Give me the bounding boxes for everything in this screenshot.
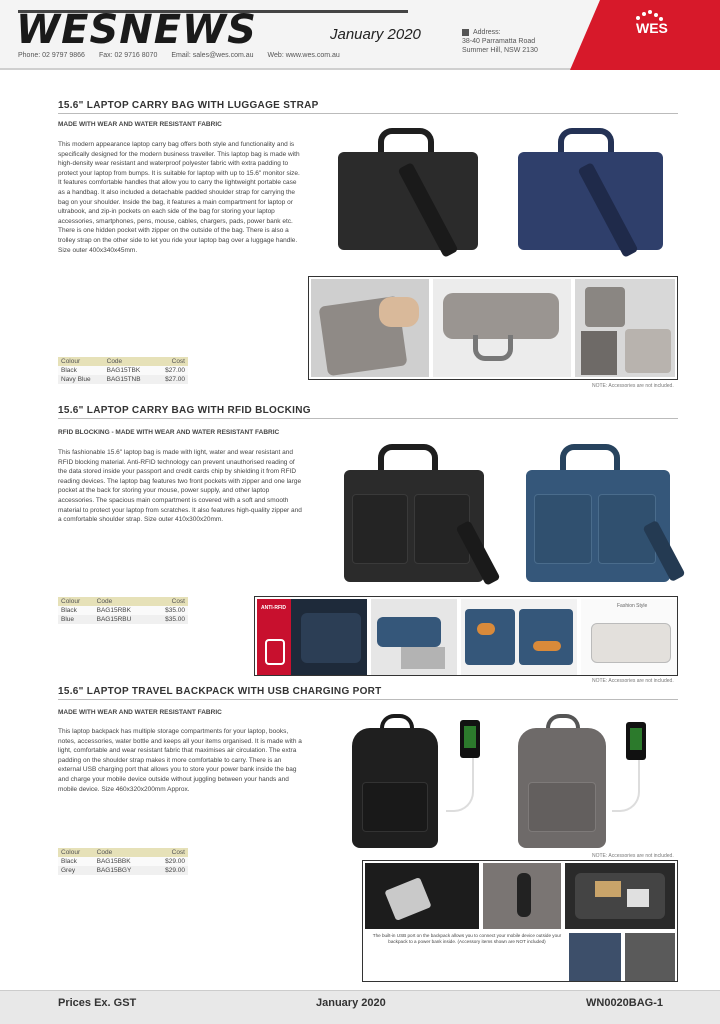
- row-code: BAG15BGY: [94, 866, 152, 875]
- section-2-description: This fashionable 15.6" laptop bag is made with light, water and wear resistant and RFID blocking material. Anti-RFID technology can prevent unauthorised reading of the data stored inside your passport and credit cards chip by shielding it from RFID reading devices. The laptop bag features two front pockets with zipper and one large pocket at the back for storing your mouse, power supply, and other laptop accessories. The spacious main compartment is covered with a soft and smooth material to protect your laptop from scratches. It also features high-quality zipper and a comfortable shoulder strap. Size outer 410x300x20mm.: [58, 449, 302, 524]
- detail-photo-side: [569, 933, 621, 981]
- table-header-code: Code: [94, 597, 152, 606]
- section-3-divider: [58, 699, 678, 700]
- section-2-title: 15.6" LAPTOP CARRY BAG WITH RFID BLOCKING: [58, 405, 311, 416]
- section-1-title: 15.6" LAPTOP CARRY BAG WITH LUGGAGE STRAP: [58, 100, 319, 111]
- section-1-divider: [58, 113, 678, 114]
- bag-pocket: [534, 494, 592, 564]
- backpack-pocket: [362, 782, 428, 832]
- table-row: [58, 615, 188, 624]
- row-colour: Navy Blue: [58, 375, 104, 384]
- section-2-detail-photos: [254, 596, 678, 676]
- footer-price-note: Prices Ex. GST: [58, 997, 137, 1009]
- page-header: [0, 0, 720, 70]
- row-code: BAG15TBK: [104, 366, 155, 375]
- page-footer: [0, 990, 720, 1024]
- email-link[interactable]: Email: sales@wes.com.au: [171, 52, 254, 59]
- row-cost: $29.00: [151, 866, 188, 875]
- address-line-2: Summer Hill, NSW 2130: [462, 47, 538, 54]
- company-logo[interactable]: WES: [636, 20, 668, 36]
- table-row: [58, 857, 188, 866]
- section-2-caption: NOTE: Accessories are not included.: [592, 678, 674, 684]
- section-3-description: This laptop backpack has multiple storage compartments for your laptop, books, notes, accessories, water bottle and keeps all your items organised. It is made with a light, comfortable and wear resistant fabric that maximises air circulation. The extra padding on the shoulder strap makes it more comfortable to carry. There is an external USB charging port that allows you to store your power bank inside the bag and charge your mobile device outside without juggling between your hands and mobile device. Size 460x320x200mm Approx.: [58, 728, 302, 793]
- detail-photo-fashion: [581, 599, 677, 675]
- detail-photo-usb-port: [483, 863, 561, 929]
- table-header-code: Code: [104, 357, 155, 366]
- row-cost: $35.00: [151, 615, 188, 624]
- section-3-detail-photos: [362, 860, 678, 982]
- home-icon: [462, 29, 469, 36]
- address-line-1: 38-40 Parramatta Road: [462, 38, 536, 45]
- table-header-colour: Colour: [58, 597, 94, 606]
- detail-photo-interior: [565, 863, 675, 929]
- table-header-code: Code: [94, 848, 152, 857]
- bag-pocket: [352, 494, 408, 564]
- row-cost: $27.00: [155, 375, 188, 384]
- row-code: BAG15RBU: [94, 615, 152, 624]
- section-3-price-table: [58, 848, 188, 875]
- phone-icon: [626, 722, 646, 760]
- footer-page-code: WN0020BAG-1: [586, 997, 664, 1009]
- address-label: Address:: [473, 29, 501, 36]
- section-2-subtitle: RFID BLOCKING - MADE WITH WEAR AND WATER RESISTANT FABRIC: [58, 429, 280, 436]
- detail-photo-powerbank: [365, 863, 479, 929]
- section-3-title: 15.6" LAPTOP TRAVEL BACKPACK WITH USB CHARGING PORT: [58, 686, 382, 697]
- web-link[interactable]: Web: www.wes.com.au: [267, 52, 340, 59]
- detail-photo-hand-blue: [371, 599, 457, 675]
- row-colour: Black: [58, 857, 94, 866]
- section-2-divider: [58, 418, 678, 419]
- fax-info: Fax: 02 9716 8070: [98, 52, 158, 59]
- row-colour: Black: [58, 366, 104, 375]
- section-3-caption: NOTE: Accessories are not included.: [592, 853, 674, 859]
- table-header-cost: Cost: [151, 597, 188, 606]
- detail-photo-trolley: [575, 279, 675, 377]
- section-1-description: This modern appearance laptop carry bag offers both style and functionality and is specifically designed for the modern business traveller. This laptop bag is made with high-density wear resistant and waterproof polyester fabric with extra padding to protect your laptop from bumps. It is suitable for laptop with up to 15.6" monitor size. It features comfortable handles that allow you to carry the lightweight portable case as a handbag. It also included a detachable padded shoulder strap for carrying the bag on your shoulder. Inside the bag, it features a main compartment for laptop or ultrabook, and zip-in pockets on each side of the bag for storing your laptop accessories, smartphones, pens, mouse, cables, chargers, pads, power bank etc. There is one hidden pocket with zipper on the outside of the bag. There is also a trolley strap on the other side to let you ride your laptop bag over a luggage handle. Size outer 400x340x45mm.: [58, 141, 300, 254]
- backpack-pocket: [528, 782, 596, 832]
- phone-icon: [460, 720, 480, 758]
- row-colour: Black: [58, 606, 94, 615]
- phone-info: Phone: 02 9797 9866: [18, 52, 85, 59]
- row-code: BAG15BBK: [94, 857, 152, 866]
- section-2-price-table: [58, 597, 188, 624]
- fashion-tag: Fashion Style: [617, 603, 648, 609]
- section-1-caption: NOTE: Accessories are not included.: [592, 383, 674, 389]
- table-row: [58, 366, 188, 375]
- detail-photo-contents: [461, 599, 577, 675]
- row-cost: $29.00: [151, 857, 188, 866]
- contact-bar: [18, 52, 340, 59]
- detail-photo-rfid: [257, 599, 367, 675]
- row-cost: $35.00: [151, 606, 188, 615]
- detail-photo-open-bag: [433, 279, 571, 377]
- row-colour: Blue: [58, 615, 94, 624]
- table-header-colour: Colour: [58, 848, 94, 857]
- row-code: BAG15TNB: [104, 375, 155, 384]
- row-cost: $27.00: [155, 366, 188, 375]
- row-colour: Grey: [58, 866, 94, 875]
- usb-cable: [446, 758, 474, 812]
- brand-title: WESNEWS: [16, 7, 257, 53]
- row-code: BAG15RBK: [94, 606, 152, 615]
- issue-date: January 2020: [330, 26, 421, 43]
- footer-date: January 2020: [316, 997, 386, 1009]
- table-row: [58, 866, 188, 875]
- section-3-subtitle: MADE WITH WEAR AND WATER RESISTANT FABRIC: [58, 709, 222, 716]
- usb-cable: [612, 760, 640, 812]
- address-block: [462, 28, 572, 55]
- table-row: [58, 375, 188, 384]
- table-header-cost: Cost: [155, 357, 188, 366]
- section-1-detail-photos: [308, 276, 678, 380]
- table-header-cost: Cost: [151, 848, 188, 857]
- rfid-tag: ANTI-RFID: [261, 605, 286, 611]
- detail-photo-hand: [311, 279, 429, 377]
- section-1-price-table: [58, 357, 188, 384]
- table-row: [58, 606, 188, 615]
- section-1-subtitle: MADE WITH WEAR AND WATER RESISTANT FABRIC: [58, 121, 222, 128]
- table-header-colour: Colour: [58, 357, 104, 366]
- usb-note: The built-in USB port on the backpack allows you to connect your mobile device outside your backpack to a power bank inside. (Accessory items shown are NOT included): [372, 933, 562, 944]
- detail-photo-strap: [625, 933, 675, 981]
